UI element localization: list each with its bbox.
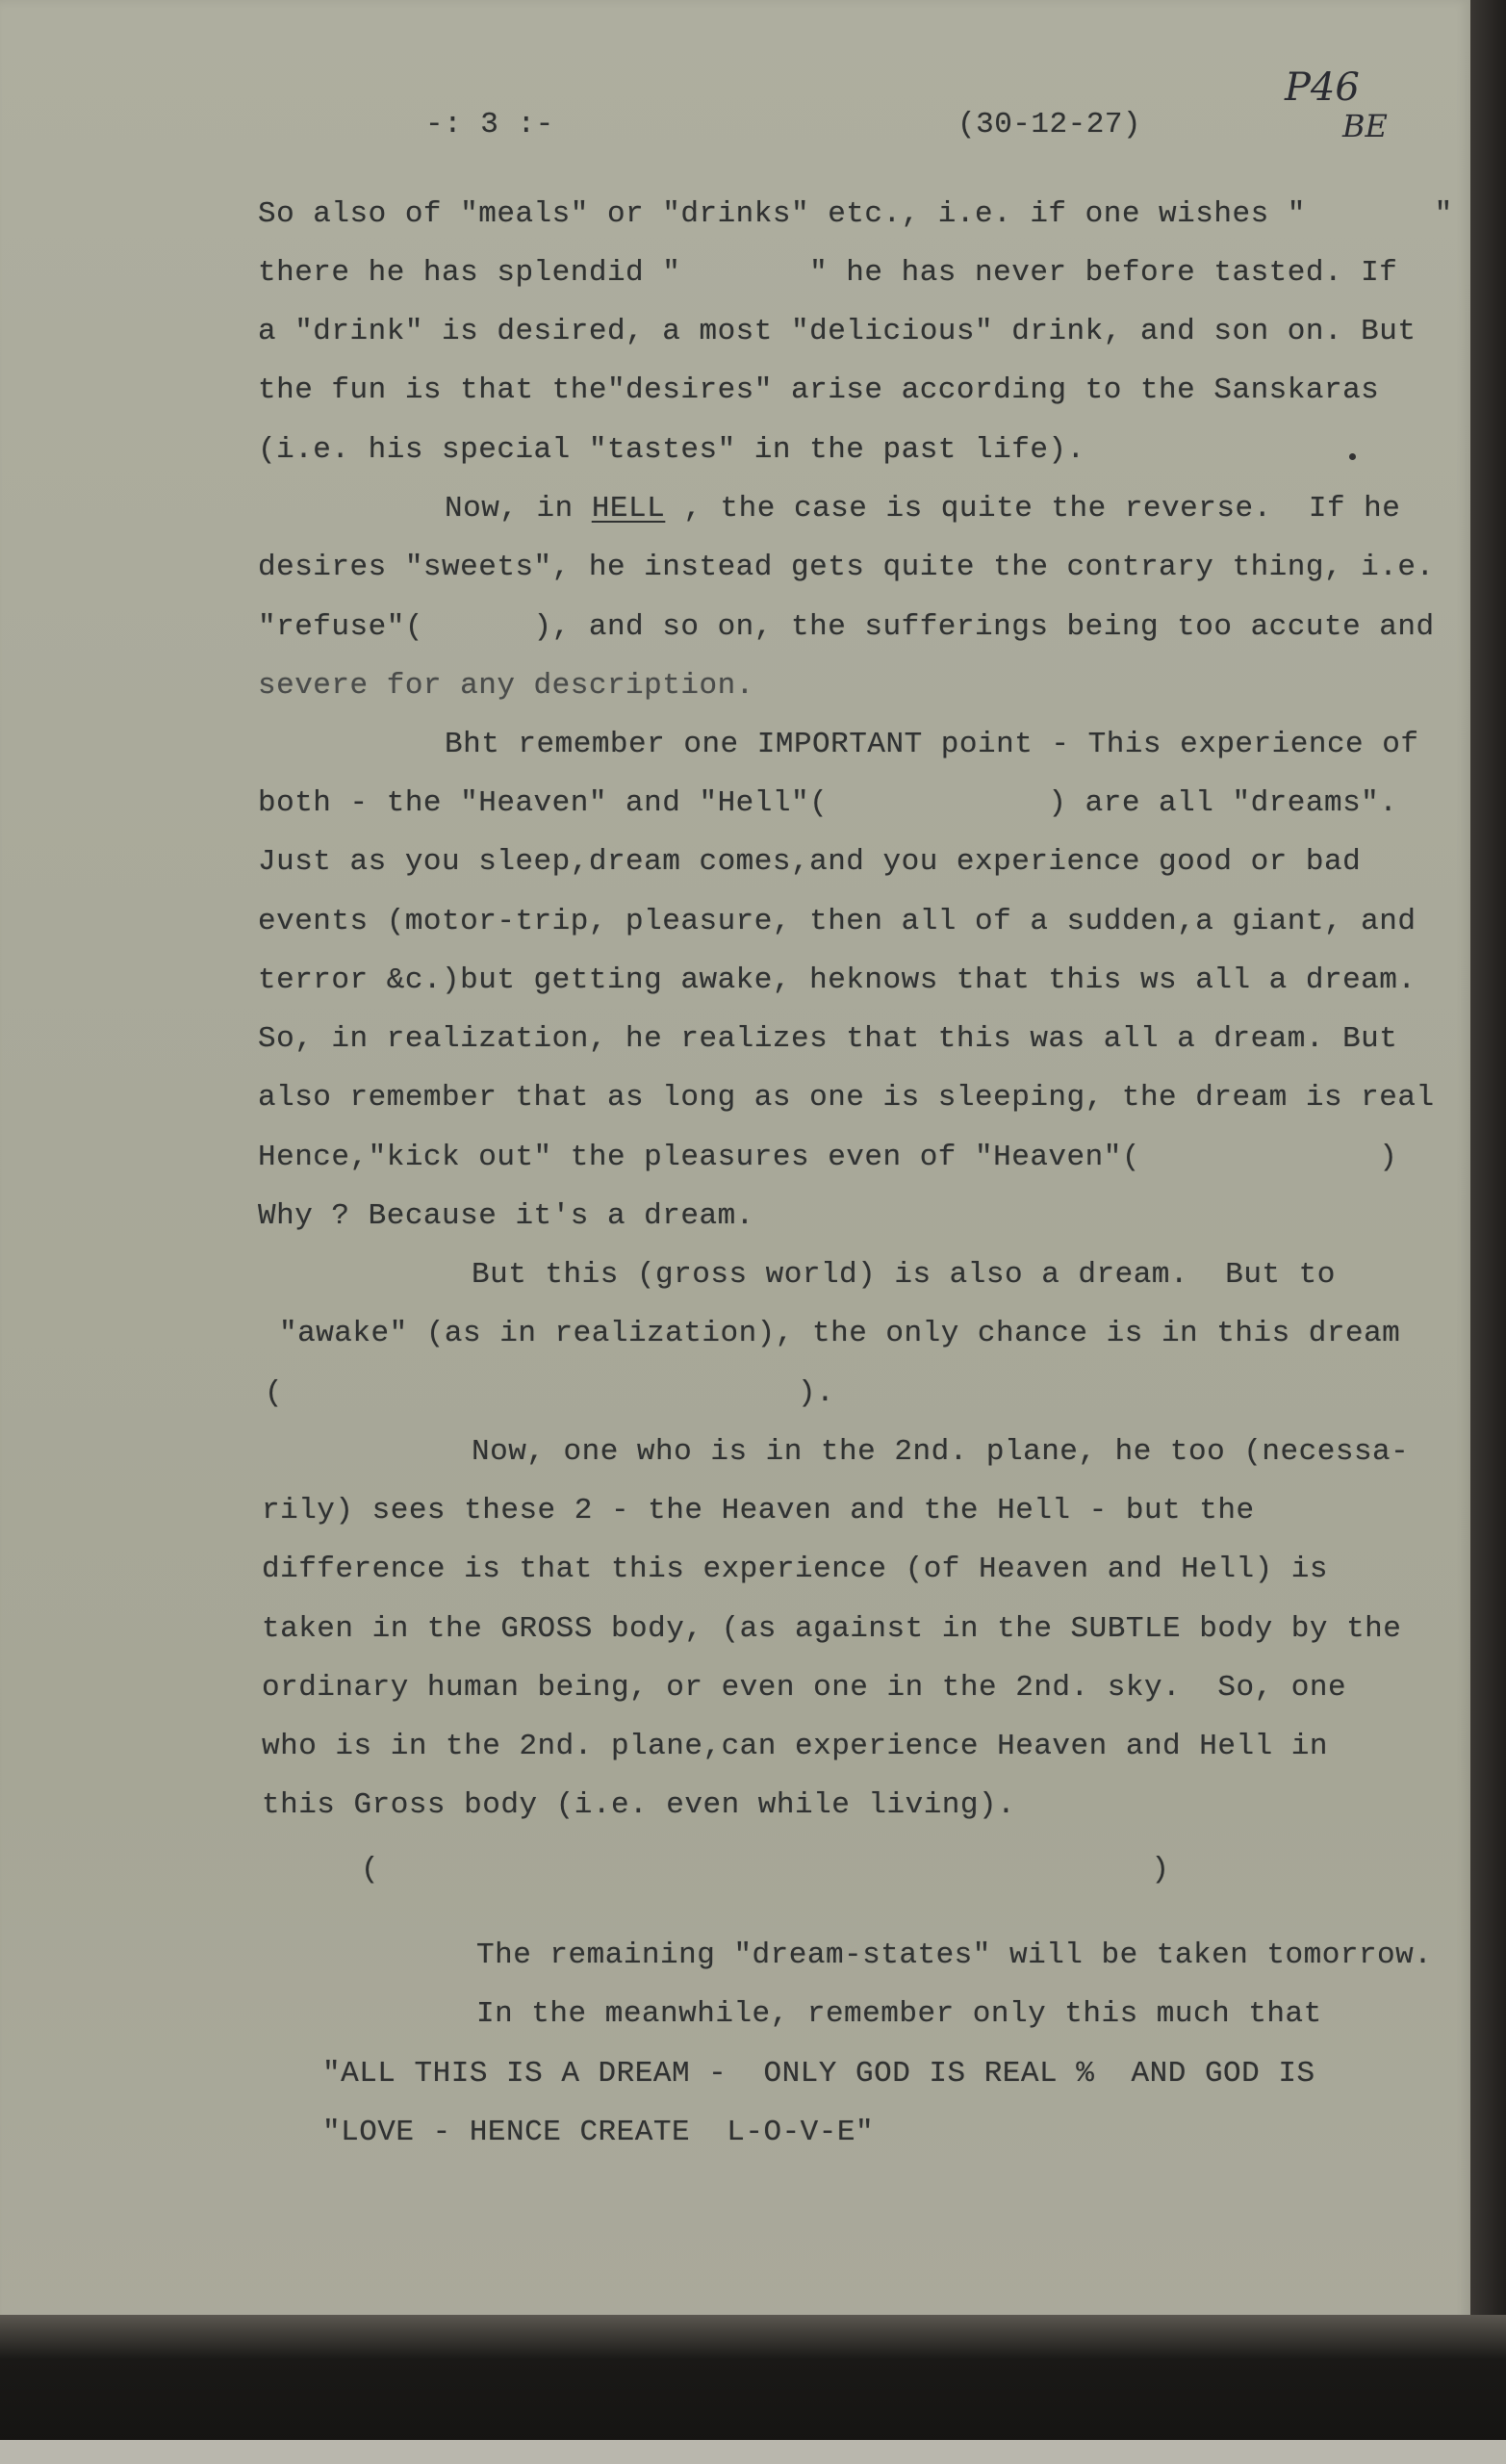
text-line: Now, in HELL , the case is quite the reverse. If he [445, 492, 1401, 526]
text-line: So, in realization, he realizes that this was all a dream. But [258, 1022, 1398, 1056]
scan-border-strip [0, 2440, 1506, 2464]
text-line: "LOVE - HENCE CREATE L-O-V-E" [322, 2116, 875, 2149]
text-line: ordinary human being, or even one in the 2nd. sky. So, one [262, 1671, 1347, 1705]
text-line: taken in the GROSS body, (as against in the SUBTLE body by the [262, 1612, 1402, 1646]
text-line: The remaining "dream-states" will be taken tomorrow. [476, 1938, 1433, 1972]
scan-edge-right [1470, 0, 1506, 2464]
handwritten-page-ref: P46 [1285, 65, 1360, 110]
text-line: Why ? Because it's a dream. [258, 1199, 754, 1233]
text-line: In the meanwhile, remember only this much that [476, 1997, 1322, 2031]
text-line: (i.e. his special "tastes" in the past life). [258, 433, 1085, 467]
text-line: severe for any description. [258, 669, 754, 703]
text-line: ( ) [361, 1853, 1170, 1886]
text-line: But this (gross world) is also a dream. But to [472, 1258, 1336, 1292]
page-date: (30-12-27) [957, 108, 1142, 141]
text-line: Hence,"kick out" the pleasures even of "Heaven"( ) [258, 1141, 1398, 1174]
text-line: there he has splendid " " he has never before tasted. If [258, 256, 1398, 290]
text-line: desires "sweets", he instead gets quite the contrary thing, i.e. [258, 551, 1435, 584]
text-line: this Gross body (i.e. even while living). [262, 1788, 1016, 1822]
text-line: terror &c.)but getting awake, heknows that this ws all a dream. [258, 963, 1417, 997]
page-number: -: 3 :- [425, 108, 554, 141]
text-line: Just as you sleep,dream comes,and you experience good or bad [258, 845, 1362, 879]
handwritten-page-code: BE [1342, 108, 1388, 144]
ink-dot [1349, 453, 1356, 460]
text-line: rily) sees these 2 - the Heaven and the Hell - but the [262, 1494, 1255, 1527]
text-line: the fun is that the"desires" arise according to the Sanskaras [258, 373, 1380, 407]
text-line: Now, one who is in the 2nd. plane, he too (necessa- [472, 1435, 1410, 1469]
text-line: ( ). [265, 1376, 835, 1410]
text-line: Bht remember one IMPORTANT point - This experience of [445, 728, 1419, 761]
text-line: difference is that this experience (of Heaven and Hell) is [262, 1553, 1328, 1586]
text-line: a "drink" is desired, a most "delicious" drink, and son on. But [258, 315, 1417, 348]
text-line: both - the "Heaven" and "Hell"( ) are all "dreams". [258, 786, 1398, 820]
text-line: events (motor-trip, pleasure, then all of a sudden,a giant, and [258, 905, 1417, 938]
text-line: "refuse"( ), and so on, the sufferings being too accute and [258, 610, 1435, 644]
text-line: also remember that as long as one is sleeping, the dream is real [258, 1081, 1435, 1115]
text-line: "ALL THIS IS A DREAM - ONLY GOD IS REAL % AND GOD IS [322, 2057, 1315, 2091]
text-line: who is in the 2nd. plane,can experience Heaven and Hell in [262, 1730, 1328, 1763]
text-line: "awake" (as in realization), the only chance is in this dream [279, 1317, 1401, 1350]
underlined-word-hell: HELL [591, 492, 666, 526]
text-line: So also of "meals" or "drinks" etc., i.e. if one wishes " " [258, 197, 1453, 231]
